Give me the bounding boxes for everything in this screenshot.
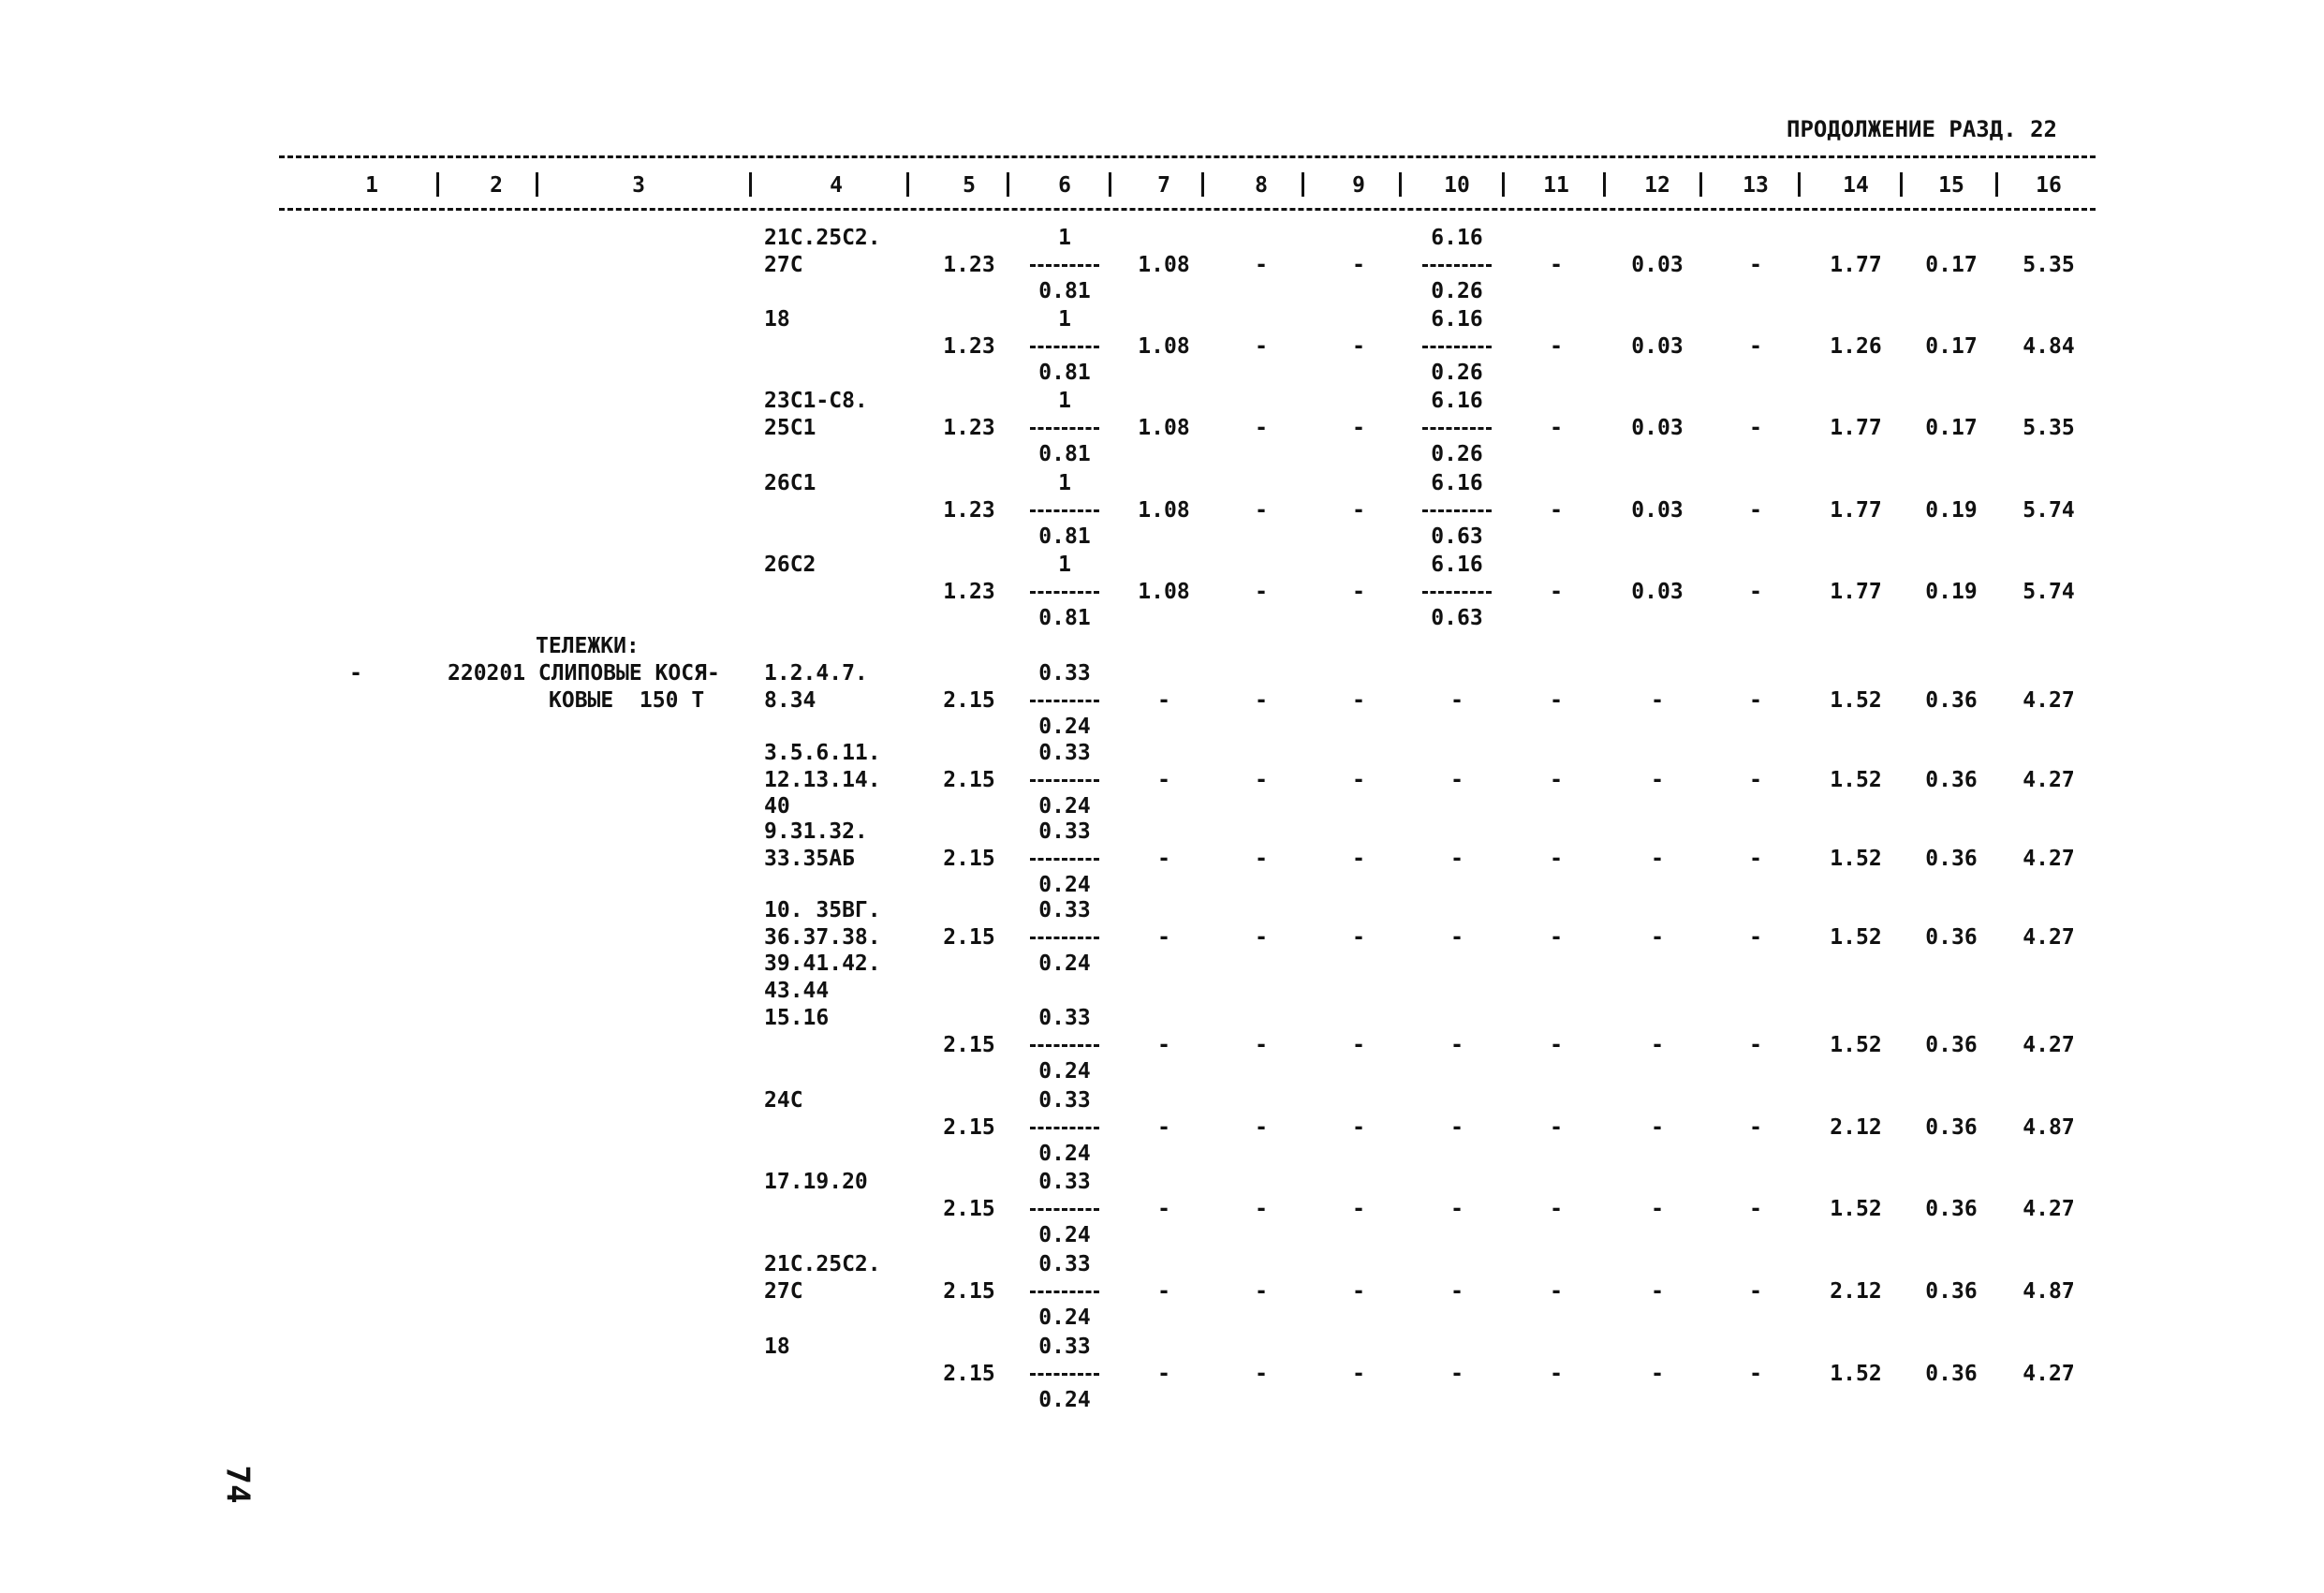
cell-col5: 2.15 bbox=[943, 1278, 995, 1304]
cell-col8: - bbox=[1255, 415, 1268, 440]
cell-col15: 0.36 bbox=[1925, 924, 1978, 950]
cell-car-numbers: 18 bbox=[764, 1335, 790, 1359]
cell-col11: - bbox=[1550, 687, 1563, 713]
column-separator bbox=[1995, 172, 1998, 197]
cell-col6-denominator: 0.24 bbox=[1038, 951, 1091, 976]
cell-col12: 0.03 bbox=[1631, 415, 1684, 440]
fraction-rule bbox=[1422, 509, 1492, 512]
item-name-continuation: КОВЫЕ 150 Т bbox=[549, 688, 705, 713]
fraction-rule bbox=[1030, 591, 1099, 594]
fraction-rule bbox=[1030, 1044, 1099, 1047]
cell-col10-denominator: 0.63 bbox=[1431, 606, 1483, 630]
cell-col14: 1.52 bbox=[1830, 1196, 1882, 1221]
cell-col8: - bbox=[1255, 687, 1268, 713]
column-header-16: 16 bbox=[2036, 173, 2062, 198]
column-header-5: 5 bbox=[963, 173, 976, 198]
cell-car-numbers: 26С1 bbox=[764, 471, 816, 495]
cell-car-numbers: 24С bbox=[764, 1088, 803, 1113]
column-header-6: 6 bbox=[1058, 173, 1071, 198]
cell-col11: - bbox=[1550, 252, 1563, 277]
cell-col10: - bbox=[1450, 846, 1464, 871]
fraction-rule bbox=[1422, 264, 1492, 267]
cell-col5: 1.23 bbox=[943, 579, 995, 604]
cell-col6-denominator: 0.81 bbox=[1038, 279, 1091, 303]
cell-col5: 2.15 bbox=[943, 846, 995, 871]
cell-col6-numerator: 0.33 bbox=[1038, 741, 1091, 765]
column-separator bbox=[1502, 172, 1505, 197]
cell-col6-numerator: 0.33 bbox=[1038, 1088, 1091, 1113]
cell-col14: 2.12 bbox=[1830, 1278, 1882, 1304]
cell-col15: 0.36 bbox=[1925, 767, 1978, 792]
cell-col9: - bbox=[1352, 497, 1365, 523]
cell-col11: - bbox=[1550, 1361, 1563, 1386]
cell-col12: - bbox=[1651, 924, 1664, 950]
column-separator bbox=[436, 172, 439, 197]
cell-col5: 2.15 bbox=[943, 1032, 995, 1057]
column-separator bbox=[1603, 172, 1606, 197]
cell-col16: 4.87 bbox=[2022, 1278, 2075, 1304]
cell-col13: - bbox=[1749, 1196, 1762, 1221]
column-header-8: 8 bbox=[1255, 173, 1268, 198]
fraction-rule bbox=[1422, 346, 1492, 348]
continuation-label: ПРОДОЛЖЕНИЕ РАЗД. 22 bbox=[1787, 116, 2057, 142]
cell-col8: - bbox=[1255, 252, 1268, 277]
column-header-15: 15 bbox=[1938, 173, 1964, 198]
cell-col12: - bbox=[1651, 1361, 1664, 1386]
cell-col5: 2.15 bbox=[943, 1196, 995, 1221]
cell-col15: 0.19 bbox=[1925, 497, 1978, 523]
cell-col16: 4.27 bbox=[2022, 924, 2075, 950]
cell-col7: - bbox=[1157, 767, 1170, 792]
cell-car-numbers: 1.2.4.7. bbox=[764, 661, 868, 686]
cell-col7: 1.08 bbox=[1138, 415, 1190, 440]
cell-car-numbers: 27С bbox=[764, 1278, 803, 1304]
cell-col13: - bbox=[1749, 579, 1762, 604]
cell-col7: 1.08 bbox=[1138, 333, 1190, 359]
cell-col7: 1.08 bbox=[1138, 497, 1190, 523]
cell-col13: - bbox=[1749, 1114, 1762, 1140]
item-dash: - bbox=[349, 661, 362, 686]
cell-car-numbers: 15.16 bbox=[764, 1006, 830, 1030]
fraction-rule bbox=[1422, 591, 1492, 594]
cell-col6-numerator: 0.33 bbox=[1038, 1006, 1091, 1030]
cell-col6-numerator: 1 bbox=[1058, 307, 1071, 332]
cell-col12: 0.03 bbox=[1631, 252, 1684, 277]
cell-col11: - bbox=[1550, 333, 1563, 359]
cell-col6-numerator: 1 bbox=[1058, 553, 1071, 577]
cell-col8: - bbox=[1255, 333, 1268, 359]
cell-col11: - bbox=[1550, 846, 1563, 871]
cell-col7: - bbox=[1157, 687, 1170, 713]
column-separator bbox=[1798, 172, 1801, 197]
cell-col9: - bbox=[1352, 846, 1365, 871]
cell-col8: - bbox=[1255, 1032, 1268, 1057]
cell-col10: - bbox=[1450, 687, 1464, 713]
cell-col9: - bbox=[1352, 1278, 1365, 1304]
cell-car-numbers: 27С bbox=[764, 252, 803, 277]
cell-col6-numerator: 0.33 bbox=[1038, 819, 1091, 844]
cell-car-numbers: 43.44 bbox=[764, 978, 830, 1003]
cell-col5: 2.15 bbox=[943, 1361, 995, 1386]
cell-col5: 1.23 bbox=[943, 252, 995, 277]
cell-col6-denominator: 0.81 bbox=[1038, 361, 1091, 385]
cell-col12: - bbox=[1651, 687, 1664, 713]
fraction-rule bbox=[1030, 700, 1099, 702]
cell-car-numbers: 9.31.32. bbox=[764, 819, 868, 844]
cell-col16: 4.27 bbox=[2022, 1196, 2075, 1221]
cell-col14: 1.77 bbox=[1830, 252, 1882, 277]
fraction-rule bbox=[1030, 858, 1099, 861]
cell-col9: - bbox=[1352, 579, 1365, 604]
cell-col10-numerator: 6.16 bbox=[1431, 471, 1483, 495]
column-separator bbox=[1109, 172, 1111, 197]
cell-car-numbers: 23С1-С8. bbox=[764, 389, 868, 413]
cell-col6-numerator: 0.33 bbox=[1038, 898, 1091, 922]
cell-col8: - bbox=[1255, 1361, 1268, 1386]
cell-col6-numerator: 0.33 bbox=[1038, 1252, 1091, 1276]
cell-col6-denominator: 0.24 bbox=[1038, 1059, 1091, 1084]
cell-car-numbers: 3.5.6.11. bbox=[764, 741, 881, 765]
column-header-13: 13 bbox=[1743, 173, 1769, 198]
cell-col10-numerator: 6.16 bbox=[1431, 226, 1483, 250]
cell-col6-numerator: 1 bbox=[1058, 226, 1071, 250]
cell-car-numbers: 21С.25С2. bbox=[764, 1252, 881, 1276]
cell-col12: - bbox=[1651, 1278, 1664, 1304]
cell-col10: - bbox=[1450, 1361, 1464, 1386]
cell-col8: - bbox=[1255, 924, 1268, 950]
header-top-rule bbox=[279, 155, 2096, 158]
cell-col7: - bbox=[1157, 924, 1170, 950]
cell-col13: - bbox=[1749, 333, 1762, 359]
cell-col8: - bbox=[1255, 1114, 1268, 1140]
cell-col9: - bbox=[1352, 415, 1365, 440]
cell-col16: 5.35 bbox=[2022, 415, 2075, 440]
cell-col7: - bbox=[1157, 1361, 1170, 1386]
cell-col14: 1.77 bbox=[1830, 415, 1882, 440]
cell-col16: 5.74 bbox=[2022, 497, 2075, 523]
cell-col6-denominator: 0.24 bbox=[1038, 1223, 1091, 1247]
column-separator bbox=[1007, 172, 1009, 197]
cell-col11: - bbox=[1550, 1032, 1563, 1057]
fraction-rule bbox=[1030, 779, 1099, 782]
cell-col6-denominator: 0.24 bbox=[1038, 1388, 1091, 1412]
cell-col7: 1.08 bbox=[1138, 579, 1190, 604]
cell-col9: - bbox=[1352, 333, 1365, 359]
cell-col12: - bbox=[1651, 1114, 1664, 1140]
cell-col9: - bbox=[1352, 924, 1365, 950]
column-header-9: 9 bbox=[1352, 173, 1365, 198]
cell-col16: 5.35 bbox=[2022, 252, 2075, 277]
cell-col8: - bbox=[1255, 846, 1268, 871]
cell-col14: 2.12 bbox=[1830, 1114, 1882, 1140]
cell-col10: - bbox=[1450, 1032, 1464, 1057]
cell-col6-numerator: 1 bbox=[1058, 471, 1071, 495]
column-header-10: 10 bbox=[1444, 173, 1470, 198]
cell-car-numbers: 39.41.42. bbox=[764, 951, 881, 976]
column-header-1: 1 bbox=[365, 173, 378, 198]
cell-col14: 1.52 bbox=[1830, 1361, 1882, 1386]
cell-col8: - bbox=[1255, 497, 1268, 523]
cell-car-numbers: 10. 35ВГ. bbox=[764, 898, 881, 922]
cell-col16: 4.27 bbox=[2022, 846, 2075, 871]
cell-col7: - bbox=[1157, 1196, 1170, 1221]
fraction-rule bbox=[1030, 1127, 1099, 1129]
cell-col14: 1.77 bbox=[1830, 579, 1882, 604]
cell-col16: 4.27 bbox=[2022, 687, 2075, 713]
page-number: 74 bbox=[218, 1465, 257, 1504]
cell-col15: 0.36 bbox=[1925, 846, 1978, 871]
cell-col14: 1.52 bbox=[1830, 924, 1882, 950]
column-separator bbox=[1399, 172, 1402, 197]
cell-col11: - bbox=[1550, 1278, 1563, 1304]
cell-col12: - bbox=[1651, 1196, 1664, 1221]
cell-col11: - bbox=[1550, 579, 1563, 604]
cell-col6-numerator: 0.33 bbox=[1038, 661, 1091, 686]
cell-car-numbers: 17.19.20 bbox=[764, 1170, 868, 1194]
column-header-4: 4 bbox=[830, 173, 843, 198]
cell-col15: 0.19 bbox=[1925, 579, 1978, 604]
cell-col7: - bbox=[1157, 1114, 1170, 1140]
cell-col12: 0.03 bbox=[1631, 333, 1684, 359]
cell-col6-denominator: 0.81 bbox=[1038, 606, 1091, 630]
cell-car-numbers: 36.37.38. bbox=[764, 924, 881, 950]
cell-col13: - bbox=[1749, 1278, 1762, 1304]
cell-col15: 0.17 bbox=[1925, 415, 1978, 440]
cell-col5: 2.15 bbox=[943, 1114, 995, 1140]
cell-col14: 1.26 bbox=[1830, 333, 1882, 359]
cell-col15: 0.36 bbox=[1925, 1361, 1978, 1386]
cell-col14: 1.52 bbox=[1830, 846, 1882, 871]
cell-col9: - bbox=[1352, 1196, 1365, 1221]
cell-car-numbers: 8.34 bbox=[764, 687, 816, 713]
cell-col8: - bbox=[1255, 767, 1268, 792]
cell-col15: 0.17 bbox=[1925, 252, 1978, 277]
cell-col6-numerator: 0.33 bbox=[1038, 1335, 1091, 1359]
cell-col16: 4.27 bbox=[2022, 1361, 2075, 1386]
cell-car-numbers: 18 bbox=[764, 307, 790, 332]
cell-col9: - bbox=[1352, 1114, 1365, 1140]
column-separator bbox=[536, 172, 538, 197]
cell-car-numbers: 25С1 bbox=[764, 415, 816, 440]
cell-col16: 4.27 bbox=[2022, 767, 2075, 792]
cell-col10: - bbox=[1450, 1196, 1464, 1221]
cell-col15: 0.36 bbox=[1925, 1278, 1978, 1304]
column-header-2: 2 bbox=[490, 173, 503, 198]
cell-col6-denominator: 0.24 bbox=[1038, 1142, 1091, 1166]
cell-col8: - bbox=[1255, 579, 1268, 604]
cell-col6-denominator: 0.81 bbox=[1038, 442, 1091, 466]
cell-col5: 1.23 bbox=[943, 497, 995, 523]
cell-col6-denominator: 0.24 bbox=[1038, 873, 1091, 897]
cell-col10-denominator: 0.63 bbox=[1431, 524, 1483, 549]
cell-col8: - bbox=[1255, 1196, 1268, 1221]
cell-col15: 0.36 bbox=[1925, 687, 1978, 713]
cell-col11: - bbox=[1550, 497, 1563, 523]
cell-col12: 0.03 bbox=[1631, 497, 1684, 523]
cell-col5: 2.15 bbox=[943, 924, 995, 950]
cell-col13: - bbox=[1749, 687, 1762, 713]
cell-col13: - bbox=[1749, 924, 1762, 950]
cell-col8: - bbox=[1255, 1278, 1268, 1304]
cell-col11: - bbox=[1550, 1196, 1563, 1221]
column-header-11: 11 bbox=[1543, 173, 1569, 198]
cell-col9: - bbox=[1352, 767, 1365, 792]
cell-col15: 0.36 bbox=[1925, 1114, 1978, 1140]
cell-col16: 4.87 bbox=[2022, 1114, 2075, 1140]
cell-col10: - bbox=[1450, 767, 1464, 792]
cell-col13: - bbox=[1749, 497, 1762, 523]
cell-col10-denominator: 0.26 bbox=[1431, 361, 1483, 385]
cell-col5: 2.15 bbox=[943, 687, 995, 713]
cell-col13: - bbox=[1749, 252, 1762, 277]
cell-col7: - bbox=[1157, 1278, 1170, 1304]
fraction-rule bbox=[1422, 427, 1492, 430]
fraction-rule bbox=[1030, 346, 1099, 348]
cell-col7: 1.08 bbox=[1138, 252, 1190, 277]
column-separator bbox=[1302, 172, 1304, 197]
cell-col10-numerator: 6.16 bbox=[1431, 389, 1483, 413]
cell-col13: - bbox=[1749, 1032, 1762, 1057]
cell-col14: 1.52 bbox=[1830, 687, 1882, 713]
cell-col13: - bbox=[1749, 415, 1762, 440]
item-code-name: 220201 СЛИПОВЫЕ КОСЯ- bbox=[448, 661, 720, 686]
cell-col6-denominator: 0.81 bbox=[1038, 524, 1091, 549]
cell-col16: 4.27 bbox=[2022, 1032, 2075, 1057]
cell-col10-numerator: 6.16 bbox=[1431, 553, 1483, 577]
cell-col14: 1.77 bbox=[1830, 497, 1882, 523]
cell-col12: - bbox=[1651, 1032, 1664, 1057]
header-bottom-rule bbox=[279, 208, 2096, 211]
cell-col9: - bbox=[1352, 687, 1365, 713]
cell-car-numbers: 12.13.14. bbox=[764, 767, 881, 792]
cell-col11: - bbox=[1550, 415, 1563, 440]
fraction-rule bbox=[1030, 1208, 1099, 1211]
cell-col16: 5.74 bbox=[2022, 579, 2075, 604]
cell-col7: - bbox=[1157, 1032, 1170, 1057]
fraction-rule bbox=[1030, 509, 1099, 512]
cell-col14: 1.52 bbox=[1830, 767, 1882, 792]
fraction-rule bbox=[1030, 1373, 1099, 1376]
cell-col6-denominator: 0.24 bbox=[1038, 1305, 1091, 1330]
cell-col12: - bbox=[1651, 846, 1664, 871]
cell-col13: - bbox=[1749, 846, 1762, 871]
cell-car-numbers: 26С2 bbox=[764, 553, 816, 577]
cell-col10-denominator: 0.26 bbox=[1431, 279, 1483, 303]
cell-col15: 0.17 bbox=[1925, 333, 1978, 359]
fraction-rule bbox=[1030, 264, 1099, 267]
cell-col9: - bbox=[1352, 1361, 1365, 1386]
fraction-rule bbox=[1030, 937, 1099, 939]
column-header-7: 7 bbox=[1157, 173, 1170, 198]
cell-col5: 2.15 bbox=[943, 767, 995, 792]
cell-col11: - bbox=[1550, 1114, 1563, 1140]
cell-car-numbers: 33.35АБ bbox=[764, 846, 855, 871]
cell-col9: - bbox=[1352, 252, 1365, 277]
column-header-12: 12 bbox=[1644, 173, 1670, 198]
fraction-rule bbox=[1030, 427, 1099, 430]
cell-col13: - bbox=[1749, 767, 1762, 792]
fraction-rule bbox=[1030, 1291, 1099, 1293]
cell-col16: 4.84 bbox=[2022, 333, 2075, 359]
column-separator bbox=[1201, 172, 1204, 197]
cell-col12: - bbox=[1651, 767, 1664, 792]
cell-col6-numerator: 0.33 bbox=[1038, 1170, 1091, 1194]
cell-col10: - bbox=[1450, 1114, 1464, 1140]
cell-col12: 0.03 bbox=[1631, 579, 1684, 604]
cell-col6-denominator: 0.24 bbox=[1038, 715, 1091, 739]
cell-col9: - bbox=[1352, 1032, 1365, 1057]
column-separator bbox=[906, 172, 909, 197]
cell-col7: - bbox=[1157, 846, 1170, 871]
column-header-3: 3 bbox=[632, 173, 645, 198]
cell-col10-denominator: 0.26 bbox=[1431, 442, 1483, 466]
cell-col13: - bbox=[1749, 1361, 1762, 1386]
column-separator bbox=[1699, 172, 1702, 197]
cell-col10-numerator: 6.16 bbox=[1431, 307, 1483, 332]
group-title: ТЕЛЕЖКИ: bbox=[536, 634, 640, 658]
cell-col14: 1.52 bbox=[1830, 1032, 1882, 1057]
cell-col10: - bbox=[1450, 924, 1464, 950]
cell-col15: 0.36 bbox=[1925, 1196, 1978, 1221]
cell-col5: 1.23 bbox=[943, 415, 995, 440]
column-header-14: 14 bbox=[1843, 173, 1869, 198]
cell-car-numbers: 40 bbox=[764, 794, 790, 819]
cell-col6-numerator: 1 bbox=[1058, 389, 1071, 413]
cell-col11: - bbox=[1550, 924, 1563, 950]
cell-col15: 0.36 bbox=[1925, 1032, 1978, 1057]
cell-col11: - bbox=[1550, 767, 1563, 792]
column-separator bbox=[749, 172, 752, 197]
cell-col10: - bbox=[1450, 1278, 1464, 1304]
cell-col6-denominator: 0.24 bbox=[1038, 794, 1091, 819]
column-separator bbox=[1900, 172, 1903, 197]
cell-col5: 1.23 bbox=[943, 333, 995, 359]
cell-car-numbers: 21С.25С2. bbox=[764, 226, 881, 250]
